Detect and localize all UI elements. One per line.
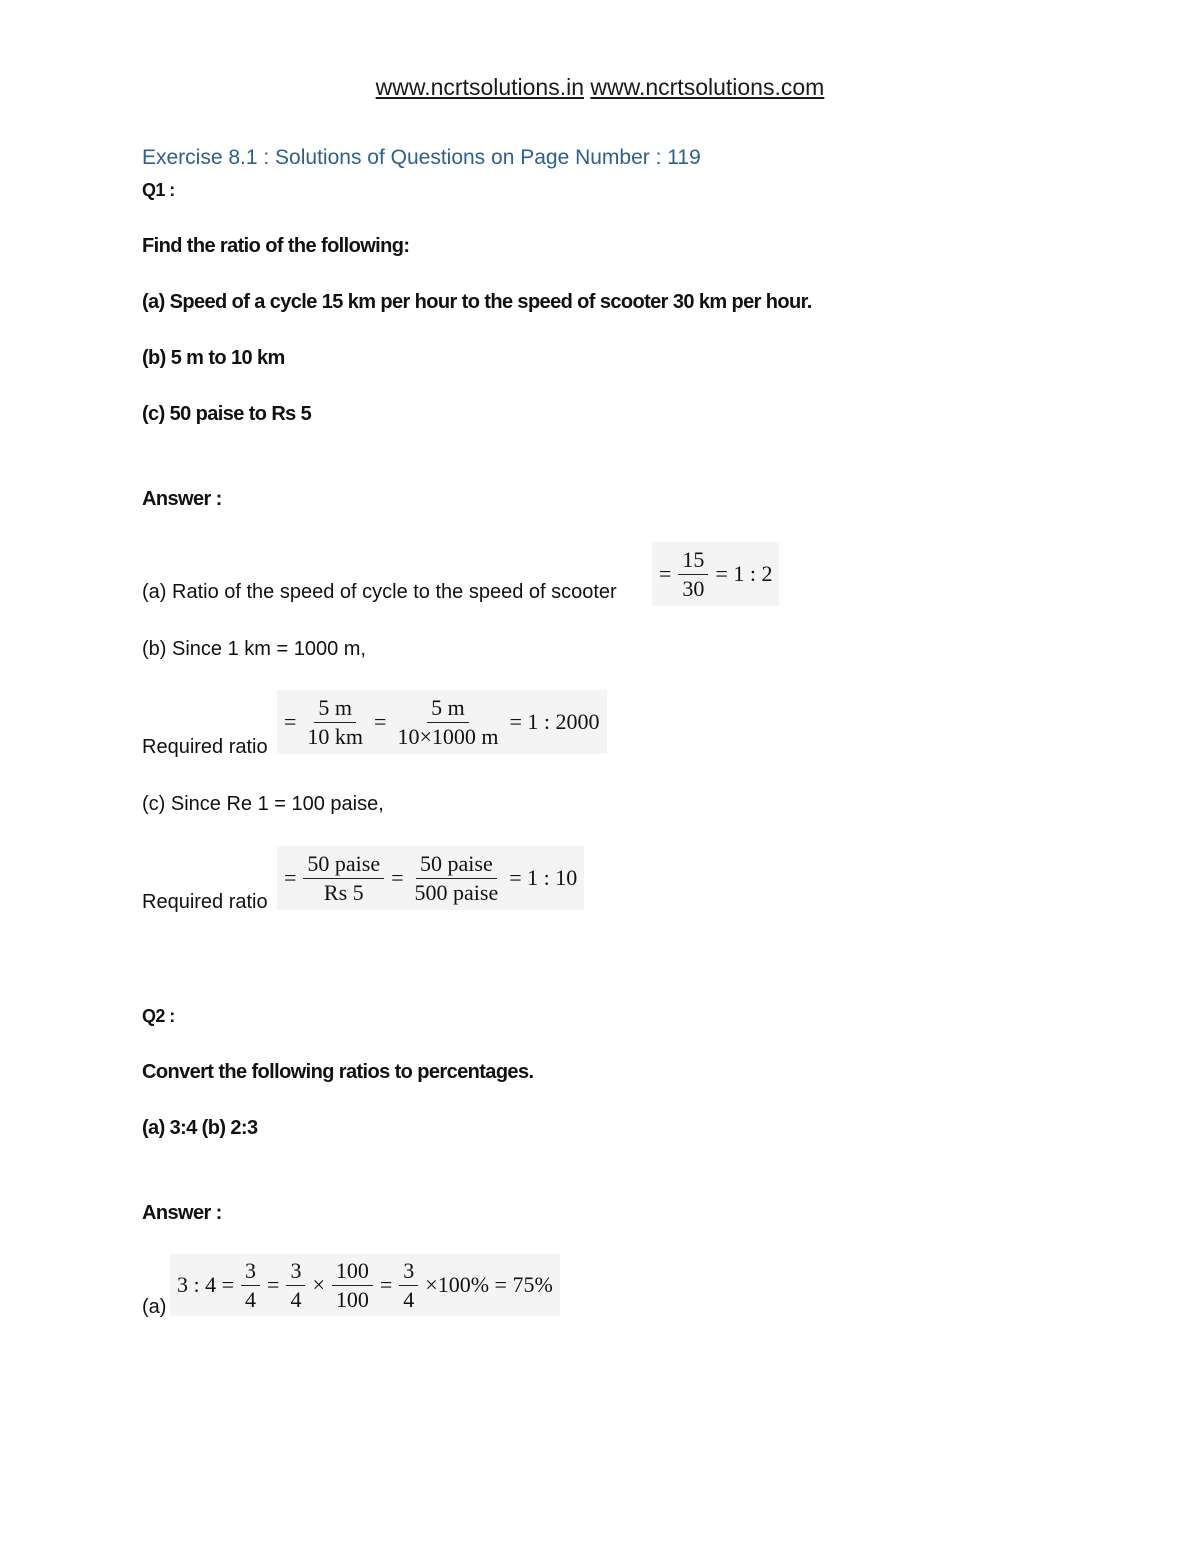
fraction: $\frac{\text{50 paise}}{\text{500 paise}}$ bbox=[414, 851, 499, 905]
q2-answer-a-equation: 3 : 4 = $\frac{3}{4}$ = $\frac{3}{4}$ × $\frac{100}{100}$ = $\frac{3}{4}$ ×100% = 75% bbox=[170, 1254, 560, 1316]
header-link-in[interactable]: www.ncrtsolutions.in bbox=[375, 74, 585, 100]
fraction: $\frac{100}{100}$ bbox=[332, 1257, 373, 1313]
q2-answer-label: Answer : bbox=[142, 1202, 222, 1224]
q1-answer-b-label: Required ratio bbox=[142, 736, 268, 758]
q1-answer-label: Answer : bbox=[142, 488, 222, 510]
q1-answer-c-label: Required ratio bbox=[142, 891, 268, 913]
q1-answer-a-equation: = $\frac{15}{30}$ = 1 : 2 bbox=[652, 542, 779, 606]
q1-answer-c-text: (c) Since Re 1 = 100 paise, bbox=[142, 793, 384, 815]
fraction: $\frac{5 m}{10 km}$ bbox=[307, 695, 364, 749]
q2-prompt: Convert the following ratios to percentages. bbox=[142, 1061, 534, 1083]
fraction: $\frac{3}{4}$ bbox=[286, 1257, 305, 1313]
q1-part-b: (b) 5 m to 10 km bbox=[142, 347, 285, 369]
fraction: $\frac{\text{50 paise}}{Rs 5}$ bbox=[303, 850, 384, 906]
fraction: $\frac{5 m}{10\times 1000 m}$ bbox=[397, 695, 499, 749]
q2-label: Q2 : bbox=[142, 1006, 175, 1026]
exercise-title: Exercise 8.1 : Solutions of Questions on Page Number : 119 bbox=[142, 146, 701, 169]
q1-answer-b-text: (b) Since 1 km = 1000 m, bbox=[142, 638, 366, 660]
q1-answer-a-text: (a) Ratio of the speed of cycle to the speed of scooter bbox=[142, 581, 617, 603]
q1-part-a: (a) Speed of a cycle 15 km per hour to the speed of scooter 30 km per hour. bbox=[142, 291, 812, 313]
q1-answer-c-equation: = $\frac{\text{50 paise}}{Rs 5}$ = $\frac{\text{50 paise}}{\text{500 paise}}$ = 1 : 10 bbox=[277, 846, 584, 910]
q2-answer-a-label: (a) bbox=[142, 1296, 167, 1318]
fraction: $\frac{3}{4}$ bbox=[399, 1257, 418, 1313]
q1-label: Q1 : bbox=[142, 180, 175, 200]
header-link-com[interactable]: www.ncrtsolutions.com bbox=[590, 74, 825, 100]
q1-answer-b-equation: = $\frac{5 m}{10 km}$ = $\frac{5 m}{10\times 1000 m}$ = 1 : 2000 bbox=[277, 690, 607, 754]
fraction: $\frac{15}{30}$ bbox=[678, 546, 708, 602]
q1-prompt: Find the ratio of the following: bbox=[142, 235, 410, 257]
page-header bbox=[0, 74, 1200, 101]
fraction: $\frac{3}{4}$ bbox=[241, 1257, 260, 1313]
q2-parts: (a) 3:4 (b) 2:3 bbox=[142, 1117, 258, 1139]
q1-part-c: (c) 50 paise to Rs 5 bbox=[142, 403, 312, 425]
